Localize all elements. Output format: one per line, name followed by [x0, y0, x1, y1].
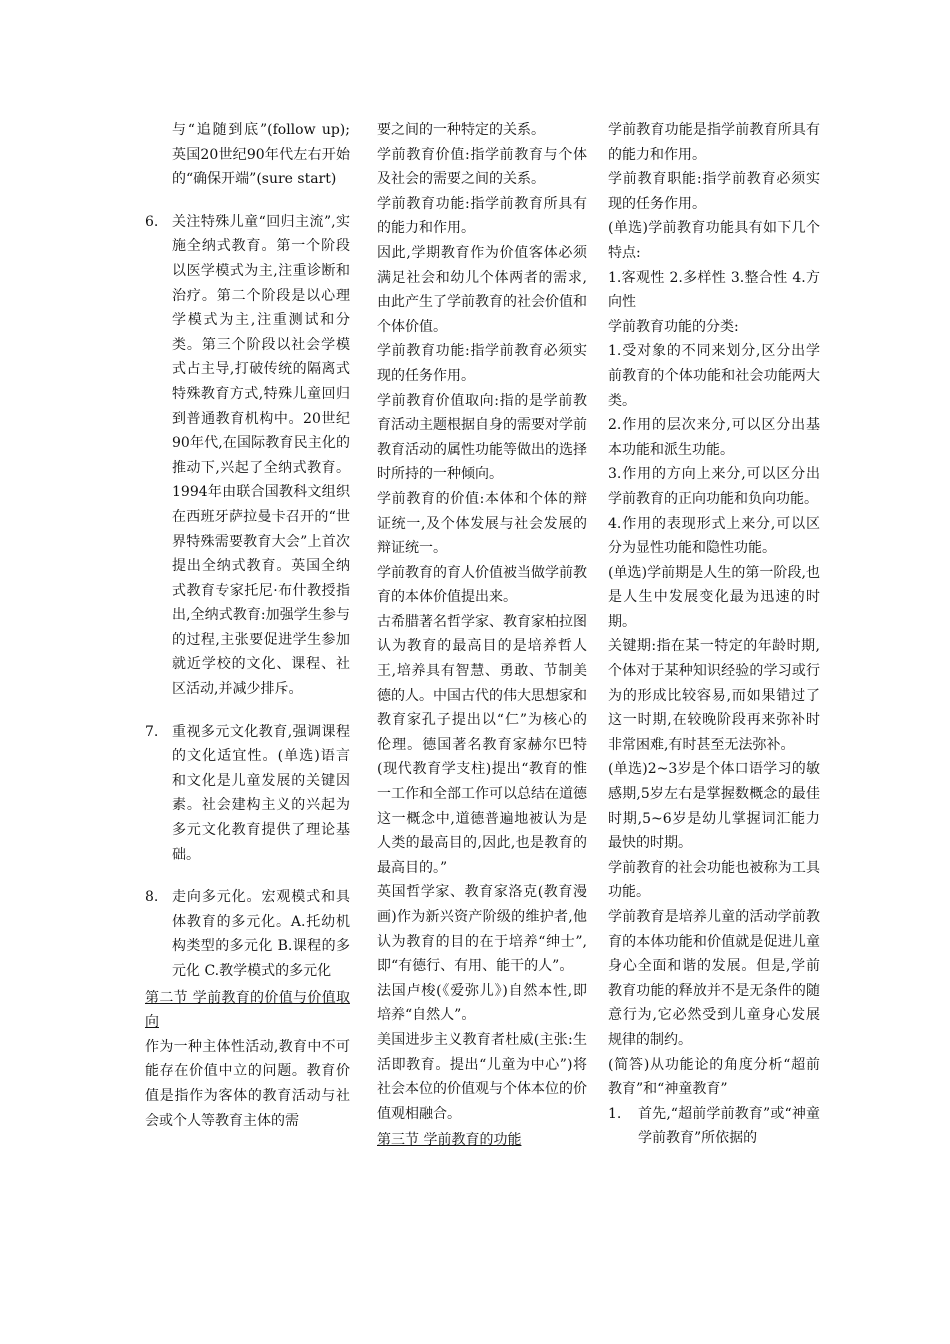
column-1	[145, 118, 350, 1133]
paragraph: 学前教育功能的分类:	[608, 318, 739, 335]
paragraph: 学前教育的社会功能也被称为工具功能。	[608, 859, 820, 901]
section-heading: 第三节 学前教育的功能	[377, 1132, 522, 1149]
paragraph: 因此,学期教育作为价值客体必须满足社会和幼儿个体两者的需求,由此产生了学前教育的社会价值和个体价值。	[377, 244, 587, 335]
paragraph: 3.作用的方向上来分,可以区分出学前教育的正向功能和负向功能。	[608, 466, 820, 507]
paragraph: 美国进步主义教育者杜威(主张:生活即教育。提出“儿童为中心”)将社会本位的价值观与个体本位的价值观相融合。	[377, 1031, 587, 1122]
paragraph: 1.客观性 2.多样性 3.整合性 4.方向性	[608, 269, 820, 311]
paragraph: (简答)从功能论的角度分析“超前教育”和“神童教育”	[608, 1056, 820, 1098]
list-item	[145, 210, 350, 702]
list-item-continuation: 与“追随到底”(follow up);英国20世纪90年代左右开始的“确保开端”(sure start)	[172, 122, 350, 188]
paragraph: 学前教育功能是指学前教育所具有的能力和作用。	[608, 122, 820, 163]
paragraph: 学前教育是培养儿童的活动学前教育的本体功能和价值就是促进儿童身心全面和谐的发展。但是,学前教育功能的释放并不是无条件的随意行为,它必然受到儿童身心发展规律的制约。	[608, 909, 820, 1048]
list-text: 走向多元化。宏观模式和具体教育的多元化。A.托幼机构类型的多元化 B.课程的多元化 C.教学模式的多元化	[172, 889, 350, 979]
paragraph: 2.作用的层次来分,可以区分出基本功能和派生功能。	[608, 417, 820, 458]
paragraph: 作为一种主体性活动,教育中不可能存在价值中立的问题。教育价值是指作为客体的教育活动与社会或个人等教育主体的需	[145, 1038, 350, 1129]
paragraph: 英国哲学家、教育家洛克(教育漫画)作为新兴资产阶级的维护者,他认为教育的目的在于培养“绅士”,即“有德行、有用、能干的人”。	[377, 884, 587, 975]
paragraph: 1.受对象的不同来划分,区分出学前教育的个体功能和社会功能两大类。	[608, 343, 820, 409]
list-text: 重视多元文化教育,强调课程的文化适宜性。(单选)语言和文化是儿童发展的关键因素。社会建构主义的兴起为多元文化教育提供了理论基础。	[172, 723, 350, 863]
list-number: 8.	[145, 889, 159, 906]
list-item	[608, 1102, 820, 1151]
list-text: 关注特殊儿童“回归主流”,实施全纳式教育。第一个阶段以医学模式为主,注重诊断和治疗。第二个阶段是以心理学模式为主,注重测试和分类。第三个阶段以社会学模式占主导,打破传统的隔离式特殊教育方式,特殊儿童回归到普通教育机构中。20世纪90年代,在国际教育民主化的推动下,兴起了全纳式教育。1994年由联合国教科文组织在西班牙萨拉曼卡召开的“世界特殊需要教育大会”上首次提出全纳式教育。英国全纳式教育专家托尼·布什教授指出,全纳式教育:加强学生参与的过程,主张要促进学生参加就近学校的文化、课程、社区活动,并减少排斥。	[172, 213, 350, 698]
list-item	[145, 885, 350, 983]
paragraph: 学前教育的育人价值被当做学前教育的本体价值提出来。	[377, 564, 587, 606]
column-3	[608, 118, 820, 1151]
section-heading: 第二节 学前教育的价值与价值取向	[145, 989, 350, 1031]
paragraph: 学前教育价值:指学前教育与个体及社会的需要之间的关系。	[377, 146, 587, 188]
paragraph: 学前教育职能:指学前教育必须实现的任务作用。	[608, 171, 820, 212]
list-number: 6.	[145, 213, 159, 230]
list-text: 首先,“超前学前教育”或“神童学前教育”所依据的	[638, 1105, 820, 1147]
column-2	[377, 118, 587, 1153]
paragraph: 学前教育价值取向:指的是学前教育活动主题根据自身的需要对学前教育活动的属性功能等做出的选择时所持的一种倾向。	[377, 392, 587, 483]
paragraph: 关键期:指在某一特定的年龄时期,个体对于某种知识经验的学习或行为的形成比较容易,而如果错过了这一时期,在较晚阶段再来弥补时非常困难,有时甚至无法弥补。	[608, 638, 820, 753]
list-number: 1.	[608, 1105, 622, 1122]
paragraph: 要之间的一种特定的关系。	[377, 122, 545, 138]
paragraph: 4.作用的表现形式上来分,可以区分为显性功能和隐性功能。	[608, 515, 820, 557]
paragraph: (单选)学前期是人生的第一阶段,也是人生中发展变化最为迅速的时期。	[608, 564, 820, 630]
paragraph: 学前教育功能:指学前教育必须实现的任务作用。	[377, 343, 587, 384]
list-item	[145, 720, 350, 868]
paragraph: 学前教育功能:指学前教育所具有的能力和作用。	[377, 195, 587, 237]
paragraph: (单选)学前教育功能具有如下几个特点:	[608, 220, 820, 261]
list-number: 7.	[145, 723, 159, 740]
paragraph: 学前教育的价值:本体和个体的辩证统一,及个体发展与社会发展的辩证统一。	[377, 490, 587, 557]
paragraph: (单选)2~3岁是个体口语学习的敏感期,5岁左右是掌握数概念的最佳时期,5~6岁是幼儿掌握词汇能力最快的时期。	[608, 761, 820, 852]
paragraph: 法国卢梭(《爱弥儿》)自然本性,即培养“自然人”。	[377, 982, 587, 1024]
paragraph: 古希腊著名哲学家、教育家柏拉图认为教育的最高目的是培养哲人王,培养具有智慧、勇敢、节制美德的人。中国古代的伟大思想家和教育家孔子提出以“仁”为核心的伦理。德国著名教育家赫尔巴特(现代教育学支柱)提出“教育的惟一工作和全部工作可以总结在道德这一概念中,道德普遍地被认为是人类的最高目的,因此,也是教育的最高目的。”	[377, 613, 587, 876]
